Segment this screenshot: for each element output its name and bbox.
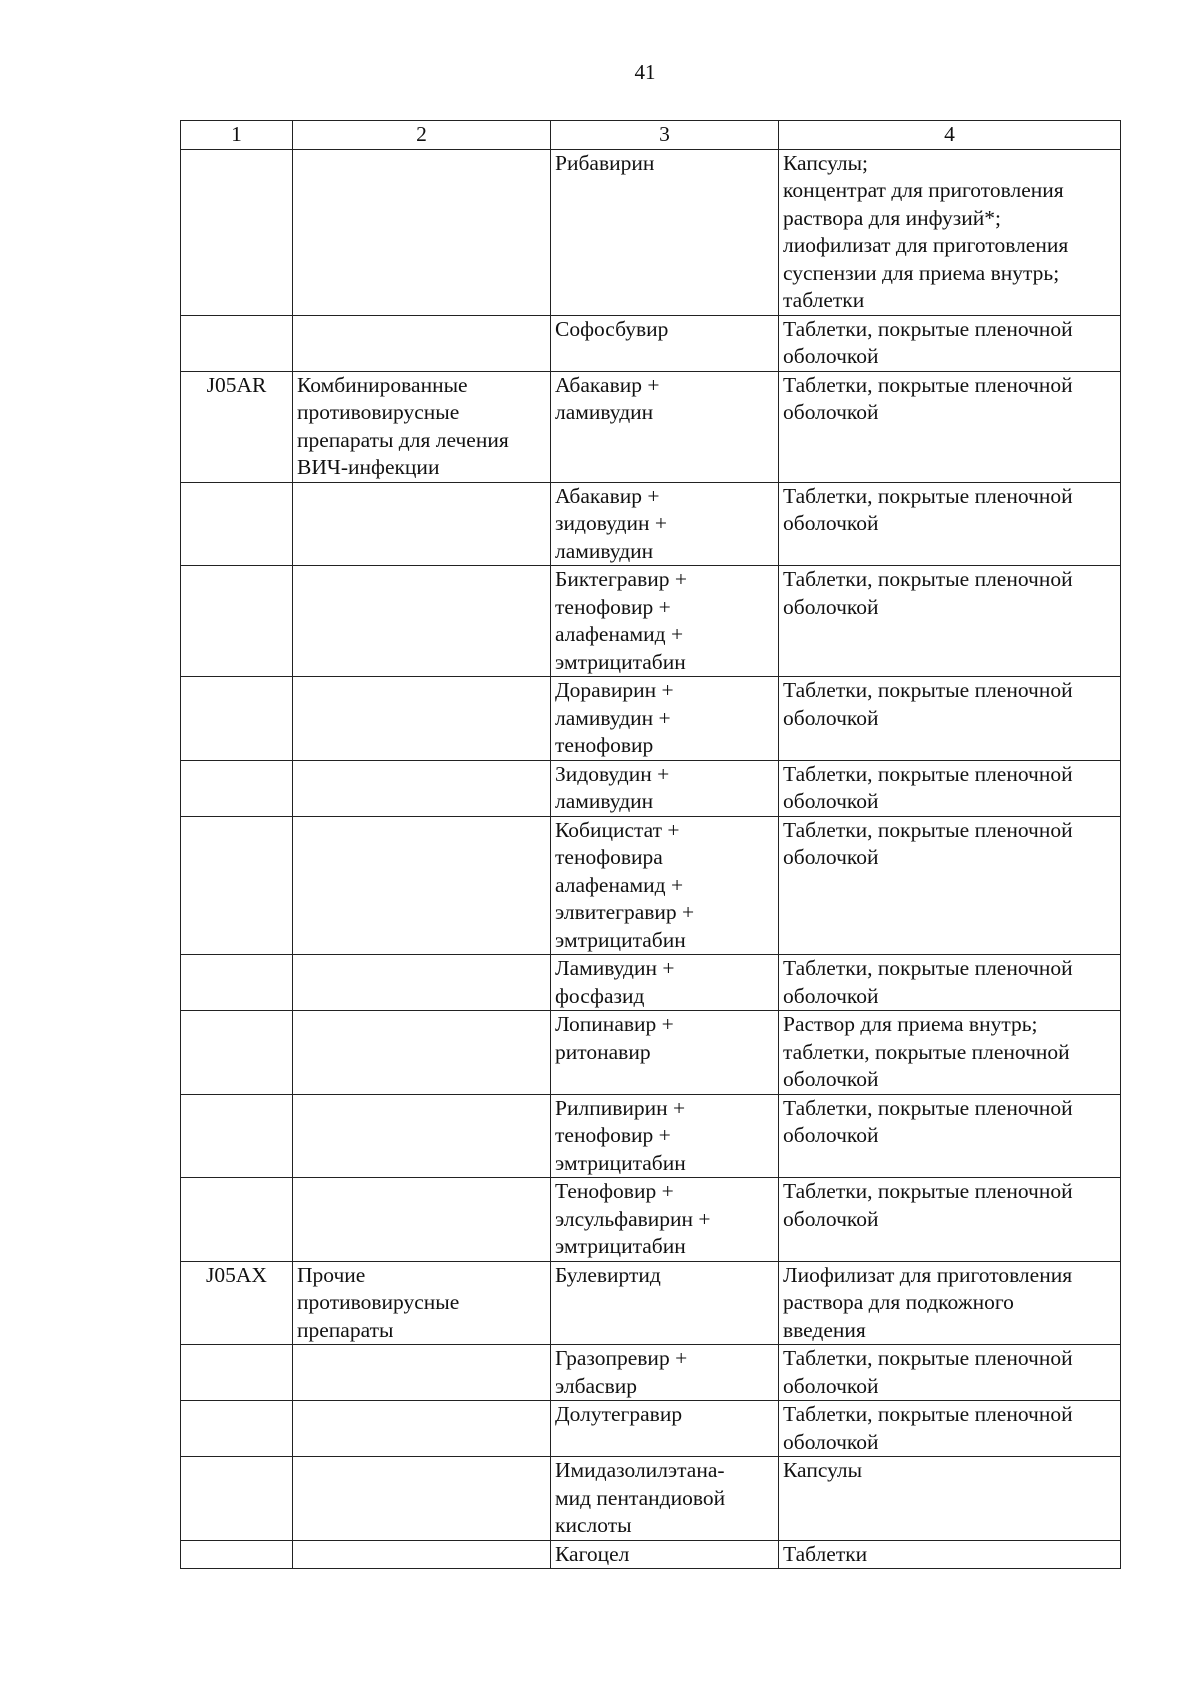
cell-text-line: тенофовир + [555, 594, 671, 619]
cell-text-line: Рилпивирин + [555, 1095, 686, 1120]
group-name-cell [293, 955, 551, 1011]
drug-name-cell [551, 760, 779, 816]
group-name-cell [293, 482, 551, 566]
table-row [181, 677, 1121, 761]
cell-text-line: Таблетки, покрытые пленочной [783, 483, 1073, 508]
cell-text-line: Таблетки, покрытые пленочной [783, 678, 1073, 702]
cell-text-line: оболочкой [783, 1206, 879, 1231]
cell-text-line: Таблетки, покрытые пленочной [783, 1346, 1073, 1370]
table-row [181, 315, 1121, 371]
drug-name-cell [551, 1540, 779, 1569]
cell-text-line: Таблетки, покрытые пленочной [783, 761, 1073, 786]
cell-text-line: ламивудин [555, 789, 654, 813]
cell-text-line: оболочкой [783, 1373, 879, 1398]
cell-text-line: Таблетки, покрытые пленочной [783, 1095, 1073, 1120]
dosage-form-cell [779, 677, 1121, 761]
table-row [181, 371, 1121, 482]
atc-code-cell [181, 955, 293, 1011]
cell-text-line: суспензии для приема внутрь; [783, 260, 1060, 285]
dosage-form-cell [779, 760, 1121, 816]
cell-text-line: ВИЧ-инфекции [297, 455, 440, 479]
cell-text-line: Софосбувир [555, 316, 669, 341]
atc-code-cell [181, 816, 293, 955]
group-name-cell [293, 1457, 551, 1541]
cell-text-line: Ламивудин + [555, 956, 675, 980]
dosage-form-cell [779, 1345, 1121, 1401]
table-row [181, 482, 1121, 566]
cell-text-line: Абакавир + [555, 372, 660, 397]
cell-text-line: фосфазид [555, 983, 645, 1008]
cell-text-line: Таблетки [783, 1541, 868, 1566]
cell-text-line: противовирусные [297, 400, 460, 424]
cell-text-line: раствора для подкожного [783, 1290, 1014, 1314]
drug-name-cell [551, 1094, 779, 1178]
dosage-form-cell [779, 1457, 1121, 1541]
cell-text-line: Таблетки, покрытые пленочной [783, 316, 1073, 341]
cell-text-line: Комбинированные [297, 372, 468, 397]
cell-text-line: кислоты [555, 1513, 632, 1537]
drug-name-cell [551, 482, 779, 566]
cell-text-line: Гразопревир + [555, 1346, 688, 1370]
cell-text-line: оболочкой [783, 594, 879, 619]
group-name-cell [293, 1094, 551, 1178]
cell-text-line: Лиофилизат для приготовления [783, 1262, 1073, 1287]
cell-text-line: эмтрицитабин [555, 1150, 686, 1175]
column-header: 4 [779, 121, 1121, 150]
cell-text-line: Капсулы [783, 1458, 863, 1482]
atc-code-cell [181, 1011, 293, 1095]
cell-text-line: Капсулы; [783, 150, 869, 175]
cell-text-line: Таблетки, покрытые пленочной [783, 372, 1073, 397]
group-name-cell [293, 1178, 551, 1262]
group-name-cell [293, 1540, 551, 1569]
cell-text-line: тенофовира [555, 845, 663, 869]
dosage-form-cell [779, 816, 1121, 955]
atc-code-cell [181, 1401, 293, 1457]
cell-text-line: эмтрицитабин [555, 927, 686, 952]
drug-name-cell [551, 371, 779, 482]
atc-code-cell [181, 1345, 293, 1401]
group-name-cell [293, 315, 551, 371]
cell-text-line: оболочкой [783, 1123, 879, 1147]
group-name-cell [293, 677, 551, 761]
table-row [181, 955, 1121, 1011]
drug-name-cell [551, 677, 779, 761]
cell-text-line: зидовудин + [555, 511, 667, 535]
group-name-cell [293, 1261, 551, 1345]
cell-text-line: Булевиртид [555, 1262, 661, 1287]
cell-text-line: ламивудин + [555, 705, 671, 730]
cell-text-line: Имидазолилэтана- [555, 1458, 725, 1482]
cell-text-line: Таблетки, покрытые пленочной [783, 567, 1073, 591]
drug-name-cell [551, 1011, 779, 1095]
dosage-form-cell [779, 1011, 1121, 1095]
cell-text-line: ламивудин [555, 538, 654, 563]
group-name-cell [293, 1401, 551, 1457]
table-row [181, 1178, 1121, 1262]
group-name-cell [293, 760, 551, 816]
drug-name-cell [551, 1401, 779, 1457]
cell-text-line: Рибавирин [555, 150, 655, 175]
atc-code-cell [181, 1457, 293, 1541]
cell-text-line: оболочкой [783, 400, 879, 424]
dosage-form-cell [779, 482, 1121, 566]
cell-text-line: оболочкой [783, 845, 879, 869]
table-body [181, 149, 1121, 1569]
cell-text-line: Тенофовир + [555, 1179, 674, 1203]
group-name-cell [293, 149, 551, 315]
table-row [181, 566, 1121, 677]
atc-code-cell [181, 482, 293, 566]
cell-text-line: оболочкой [783, 1429, 879, 1454]
cell-text-line: Зидовудин + [555, 761, 670, 786]
column-header: 2 [293, 121, 551, 150]
dosage-form-cell [779, 371, 1121, 482]
cell-text-line: концентрат для приготовления [783, 178, 1064, 202]
column-header: 1 [181, 121, 293, 150]
dosage-form-cell [779, 1261, 1121, 1345]
cell-text-line: оболочкой [783, 705, 879, 730]
cell-text-line: оболочкой [783, 789, 879, 813]
cell-text-line: ламивудин [555, 400, 654, 424]
cell-text-line: препараты для лечения [297, 427, 509, 452]
dosage-form-cell [779, 1094, 1121, 1178]
cell-text-line: эмтрицитабин [555, 649, 686, 674]
cell-text-line: Долутегравир [555, 1402, 683, 1426]
cell-text-line: Таблетки, покрытые пленочной [783, 1402, 1073, 1426]
drug-name-cell [551, 1345, 779, 1401]
header-row [181, 121, 1121, 150]
cell-text-line: таблетки [783, 288, 865, 312]
cell-text-line: оболочкой [783, 511, 879, 535]
cell-text-line: раствора для инфузий*; [783, 205, 1001, 230]
atc-code-cell [181, 315, 293, 371]
drug-name-cell [551, 315, 779, 371]
cell-text-line: таблетки, покрытые пленочной [783, 1039, 1070, 1064]
cell-text-line: тенофовир + [555, 1123, 671, 1147]
column-header: 3 [551, 121, 779, 150]
cell-text-line: Лопинавир + [555, 1012, 674, 1036]
atc-code-cell [181, 1094, 293, 1178]
group-name-cell [293, 1345, 551, 1401]
cell-text-line: элвитегравир + [555, 900, 695, 924]
cell-text-line: введения [783, 1317, 866, 1342]
cell-text-line: Доравирин + [555, 678, 674, 702]
cell-text-line: алафенамид + [555, 622, 684, 646]
cell-text-line: Абакавир + [555, 483, 660, 508]
atc-code-cell [181, 149, 293, 315]
cell-text-line: Кобицистат + [555, 817, 680, 842]
atc-code-cell [181, 760, 293, 816]
drug-name-cell [551, 566, 779, 677]
atc-code-cell: J05AX [181, 1261, 293, 1345]
atc-code-cell [181, 1540, 293, 1569]
table-row [181, 1011, 1121, 1095]
drug-name-cell [551, 1261, 779, 1345]
atc-code-cell [181, 1178, 293, 1262]
group-name-cell [293, 816, 551, 955]
dosage-form-cell [779, 149, 1121, 315]
table-row [181, 1261, 1121, 1345]
table-row [181, 1457, 1121, 1541]
cell-text-line: Биктегравир + [555, 567, 687, 591]
atc-code-cell [181, 566, 293, 677]
cell-text-line: Прочие [297, 1262, 366, 1287]
cell-text-line: оболочкой [783, 1067, 879, 1091]
cell-text-line: противовирусные [297, 1290, 460, 1314]
table-row [181, 816, 1121, 955]
cell-text-line: Раствор для приема внутрь; [783, 1012, 1038, 1036]
drug-name-cell [551, 149, 779, 315]
group-name-cell [293, 371, 551, 482]
dosage-form-cell [779, 1178, 1121, 1262]
cell-text-line: тенофовир [555, 733, 654, 757]
cell-text-line: Таблетки, покрытые пленочной [783, 1179, 1073, 1203]
table-row [181, 1345, 1121, 1401]
cell-text-line: оболочкой [783, 983, 879, 1008]
page-number: 41 [634, 60, 656, 84]
drug-name-cell [551, 955, 779, 1011]
table-row [181, 760, 1121, 816]
drug-name-cell [551, 816, 779, 955]
group-name-cell [293, 566, 551, 677]
cell-text-line: лиофилизат для приготовления [783, 233, 1069, 257]
drug-name-cell [551, 1457, 779, 1541]
cell-text-line: мид пентандиовой [555, 1485, 726, 1510]
drug-name-cell [551, 1178, 779, 1262]
table-row [181, 1401, 1121, 1457]
group-name-cell [293, 1011, 551, 1095]
cell-text-line: Таблетки, покрытые пленочной [783, 956, 1073, 980]
dosage-form-cell [779, 1401, 1121, 1457]
cell-text-line: оболочкой [783, 344, 879, 368]
dosage-form-cell [779, 566, 1121, 677]
dosage-form-cell [779, 1540, 1121, 1569]
dosage-form-cell [779, 315, 1121, 371]
atc-code-cell [181, 677, 293, 761]
drug-table [180, 120, 1121, 1569]
table-row [181, 1094, 1121, 1178]
cell-text-line: алафенамид + [555, 872, 684, 897]
cell-text-line: препараты [297, 1317, 394, 1342]
cell-text-line: Кагоцел [555, 1541, 630, 1566]
atc-code-cell: J05AR [181, 371, 293, 482]
cell-text-line: Таблетки, покрытые пленочной [783, 817, 1073, 842]
cell-text-line: элбасвир [555, 1373, 638, 1398]
table-row [181, 1540, 1121, 1569]
cell-text-line: ритонавир [555, 1039, 651, 1064]
cell-text-line: эмтрицитабин [555, 1234, 686, 1258]
table-row [181, 149, 1121, 315]
cell-text-line: элсульфавирин + [555, 1206, 711, 1231]
dosage-form-cell [779, 955, 1121, 1011]
